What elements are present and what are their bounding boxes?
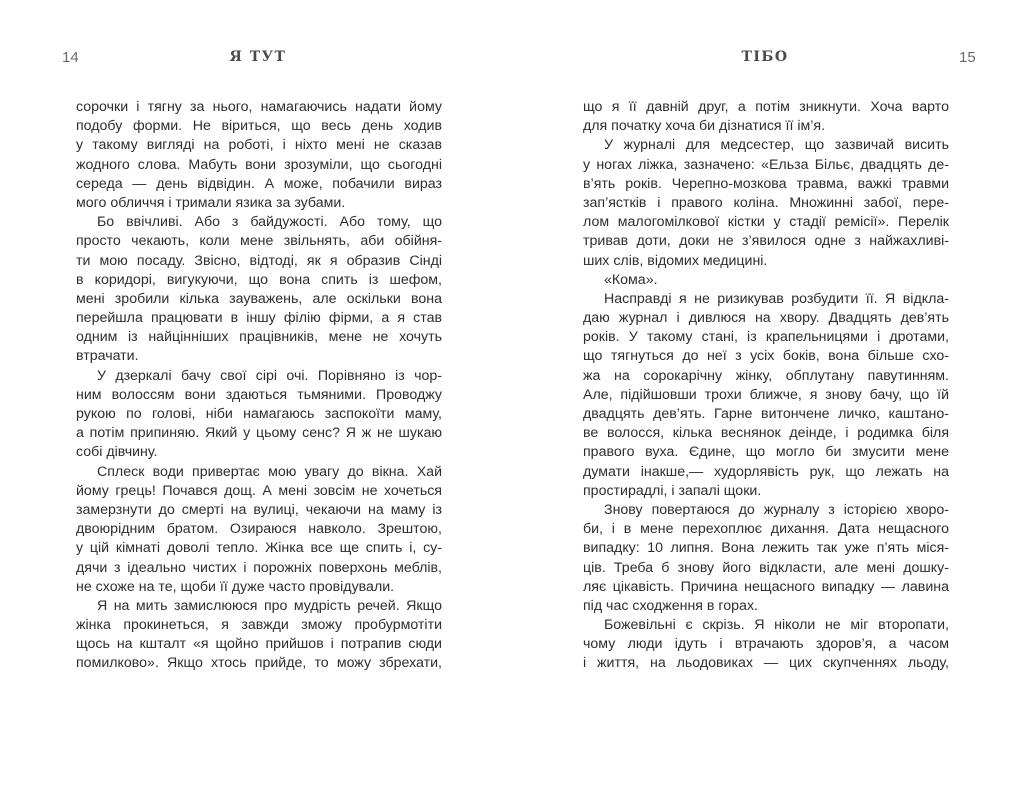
right-page	[512, 0, 1024, 787]
paragraph	[583, 290, 949, 501]
text-line: сорочки і тягну за нього, намагаючись надати йому	[76, 99, 442, 115]
text-line: що тягнуться до неї з усіх боків, вона більше схо-	[583, 348, 949, 365]
text-line: в коридорі, вигукуючи, що вона спить із шефом,	[76, 271, 442, 288]
text-line: тривав доти, доки не з’явилося одне з найжахливі-	[583, 233, 949, 250]
paragraph	[583, 501, 949, 616]
page-number: 15	[959, 49, 976, 66]
paragraph	[76, 463, 442, 597]
text-line: у ногах ліжка, зазначено: «Ельза Більє, двадцять де-	[583, 156, 949, 173]
text-line: подобу форми. Не віриться, що весь день ходив	[76, 118, 442, 135]
text-line: правого вуха. Єдине, що могло би змусити мене	[583, 444, 949, 461]
text-line: думати інакше,— худорлявість рук, що лежать на	[583, 463, 949, 480]
paragraph	[76, 597, 442, 674]
paragraph	[76, 98, 442, 213]
text-line: собі дівчину.	[76, 444, 158, 461]
text-line: ців. Треба б знову його відкласти, але мені дошку-	[583, 559, 949, 576]
text-line: двадцять дев’ять. Гарне витончене личко, каштано-	[583, 406, 949, 422]
text-line: що я її давній друг, а потім зникнути. Хоча варто	[583, 99, 949, 115]
text-line: ве волосся, кілька веснянок деінде, і родимка біля	[583, 425, 949, 442]
paragraph	[583, 136, 949, 270]
text-line: у такому вигляді на роботі, і ніхто мені не сказав	[76, 137, 442, 154]
paragraph	[76, 367, 442, 463]
text-line: не схоже на те, щоби її дуже часто провідували.	[76, 578, 395, 595]
text-line: Я на мить замислююся про мудрість речей. Якщо	[97, 597, 442, 614]
text-line: а потім припиняю. Який у цьому сенс? Я ж не шукаю	[76, 425, 442, 442]
text-line: зап’ястків і правого коліна. Множинні забої, пере-	[583, 194, 949, 211]
text-line: Знову повертаюся до журналу з історією хворо-	[604, 501, 949, 518]
text-line: ним волоссям вони здаються тьмяними. Проводжу	[76, 386, 442, 403]
text-line: простирадлі, і запалі щоки.	[583, 482, 762, 499]
paragraph	[583, 271, 949, 290]
text-line: в’ять років. Черепно-мозкова травма, важкі травми	[583, 175, 949, 192]
text-line: У дзеркалі бачу свої сірі очі. Порівняно із чор-	[97, 367, 442, 384]
text-line: Божевільні є скрізь. Я ніколи не міг второпати,	[604, 617, 949, 634]
text-line: Бо ввічливі. Або з байдужості. Або тому, що	[97, 214, 442, 231]
page-number: 14	[62, 49, 79, 66]
text-line: жа на сорокарічну жінку, обплутану павутинням.	[583, 367, 949, 384]
running-head: ТІБО	[741, 49, 789, 65]
text-line: під час сходження в горах.	[583, 597, 758, 614]
text-line: жодного слова. Мабуть вони зрозуміли, що сьогодні	[76, 156, 442, 173]
text-line: Але, підійшовши трохи ближче, я знову бачу, що їй	[583, 386, 949, 403]
paragraph	[583, 616, 949, 674]
text-line: би, і в мене перехоплює дихання. Дата нещасного	[583, 521, 949, 538]
text-line: одним із найцінніших працівників, мене не хочуть	[76, 329, 442, 346]
text-line: втрачати.	[76, 348, 139, 365]
text-line: середа — день відвідин. А може, побачили вираз	[76, 175, 442, 192]
text-line: перейшла працювати в іншу філію фірми, а я став	[76, 310, 442, 327]
text-line: «Кома».	[604, 271, 658, 288]
text-line: для початку хоча би дізнатися її ім’я.	[583, 118, 826, 135]
text-line: жінка прокинеться, я завжди зможу пробурмотіти	[76, 617, 442, 634]
text-line: ших слів, відомих медицині.	[583, 252, 768, 269]
text-line: ти мою посаду. Звісно, відтоді, як я образив Сінді	[76, 252, 442, 269]
text-line: мого обличчя і тримали язика за зубами.	[76, 194, 346, 211]
running-head: Я ТУТ	[229, 49, 287, 65]
text-line: просто чекають, коли мене звільнять, аби обійня-	[76, 233, 442, 250]
text-line: випадку: 10 липня. Вона лежить так уже п’ять міся-	[583, 540, 949, 557]
text-line: чому люди ідуть і втрачають здоров’я, а часом	[583, 636, 949, 653]
body-text	[76, 98, 442, 674]
text-line: У журналі для медсестер, що зазвичай висить	[604, 137, 949, 154]
text-line: мені зробили кілька зауважень, але оскільки вона	[76, 290, 442, 307]
text-line: замерзнути до смерті на вулиці, чекаючи на маму із	[76, 501, 442, 518]
text-line: ляє цікавість. Причина нещасного випадку — лавина	[583, 578, 949, 595]
text-line: дячи з ідеально чистих і порожніх поверхонь меблів,	[76, 559, 442, 576]
text-line: йому грець! Почався дощ. А мені зовсім не хочеться	[76, 482, 442, 499]
text-line: Насправді я не ризикував розбудити її. Я відкла-	[604, 290, 949, 307]
text-line: щось на кшталт «я щойно прийшов і потрапив сюди	[76, 636, 442, 653]
paragraph	[76, 213, 442, 367]
text-line: двоюрідним братом. Озираюся навколо. Зрештою,	[76, 521, 442, 538]
text-line: і життя, на льодовиках — цих скупченнях льоду,	[583, 655, 949, 672]
text-line: лом малогомілкової кістки у стадії ремісії». Перелік	[583, 214, 949, 231]
text-line: Сплеск води привертає мою увагу до вікна. Хай	[97, 463, 442, 480]
body-text	[583, 98, 949, 674]
text-line: у цій кімнаті доволі тепло. Жінка все ще спить і, су-	[76, 540, 442, 557]
text-line: рукою по голові, ніби намагаюсь заспокоїти маму,	[76, 406, 442, 422]
text-line: даю журнал і дивлюся на хвору. Двадцять дев’ять	[583, 310, 949, 327]
text-line: років. У такому стані, із крапельницями і дротами,	[583, 329, 949, 346]
paragraph	[583, 98, 949, 136]
text-line: помилково». Якщо хтось прийде, то можу збрехати,	[76, 655, 442, 672]
